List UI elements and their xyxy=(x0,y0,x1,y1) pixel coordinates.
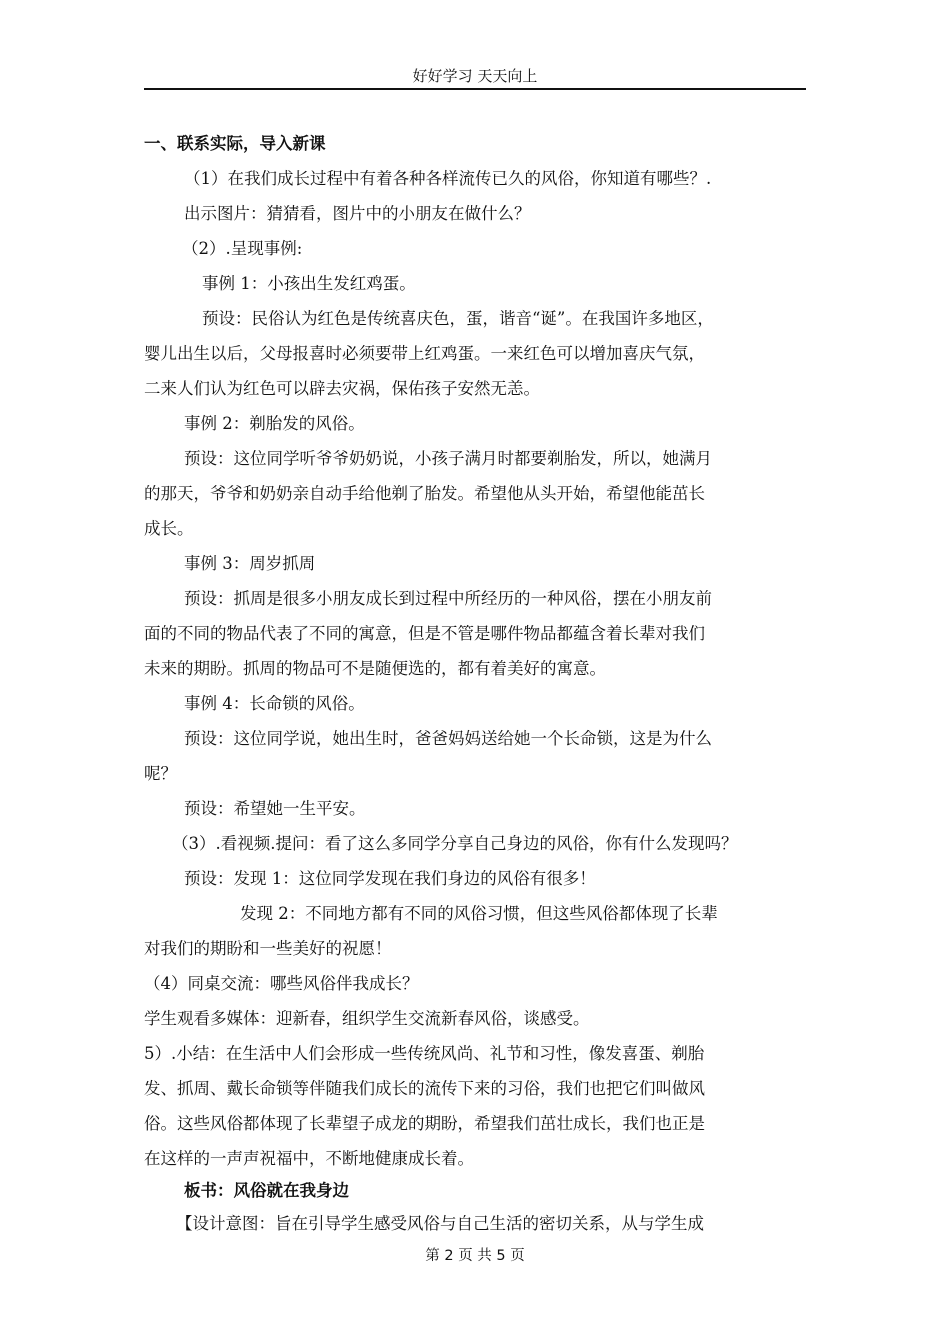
paragraph-line: 呢？ xyxy=(144,764,177,783)
paragraph-line: 发现 2：不同地方都有不同的风俗习惯，但这些风俗都体现了长辈 xyxy=(240,904,718,923)
paragraph-line: 学生观看多媒体：迎新春，组织学生交流新春风俗，谈感受。 xyxy=(144,1009,590,1028)
paragraph-line: 事例 3：周岁抓周 xyxy=(184,554,316,573)
paragraph-line: 事例 4：长命锁的风俗。 xyxy=(184,694,365,713)
paragraph-line: 出示图片：猜猜看，图片中的小朋友在做什么？ xyxy=(184,204,531,223)
paragraph-line: 【设计意图：旨在引导学生感受风俗与自己生活的密切关系，从与学生成 xyxy=(176,1214,704,1233)
blackboard-title: 板书：风俗就在我身边 xyxy=(184,1181,349,1200)
paragraph-line: 俗。这些风俗都体现了长辈望子成龙的期盼，希望我们茁壮成长，我们也正是 xyxy=(144,1114,705,1133)
section-heading: 一、联系实际，导入新课 xyxy=(144,134,326,153)
paragraph-line: 婴儿出生以后，父母报喜时必须要带上红鸡蛋。一来红色可以增加喜庆气氛， xyxy=(144,344,705,363)
paragraph-line: 对我们的期盼和一些美好的祝愿！ xyxy=(144,939,392,958)
paragraph-line: 面的不同的物品代表了不同的寓意，但是不管是哪件物品都蕴含着长辈对我们 xyxy=(144,624,705,643)
paragraph-line: （4）同桌交流：哪些风俗伴我成长？ xyxy=(144,974,419,993)
paragraph-line: 在这样的一声声祝福中，不断地健康成长着。 xyxy=(144,1149,474,1168)
paragraph-line: （3）.看视频.提问：看了这么多同学分享自己身边的风俗，你有什么发现吗？ xyxy=(172,834,738,853)
paragraph-line: 事例 1：小孩出生发红鸡蛋。 xyxy=(202,274,416,293)
paragraph-line: 预设：希望她一生平安。 xyxy=(184,799,366,818)
paragraph-line: 的那天，爷爷和奶奶亲自动手给他剃了胎发。希望他从头开始，希望他能茁长 xyxy=(144,484,705,503)
paragraph-line: 发、抓周、戴长命锁等伴随我们成长的流传下来的习俗，我们也把它们叫做风 xyxy=(144,1079,705,1098)
header-divider xyxy=(144,88,806,90)
paragraph-line: （1）在我们成长过程中有着各种各样流传已久的风俗，你知道有哪些？. xyxy=(184,169,712,188)
page-header: 好好学习 天天向上 xyxy=(412,67,538,85)
paragraph-line: 预设：这位同学听爷爷奶奶说，小孩子满月时都要剃胎发，所以，她满月 xyxy=(184,449,712,468)
paragraph-line: 预设：抓周是很多小朋友成长到过程中所经历的一种风俗，摆在小朋友前 xyxy=(184,589,712,608)
paragraph-line: 预设：民俗认为红色是传统喜庆色，蛋，谐音“诞”。在我国许多地区， xyxy=(202,309,714,328)
paragraph-line: 成长。 xyxy=(144,519,194,538)
paragraph-line: 预设：发现 1：这位同学发现在我们身边的风俗有很多！ xyxy=(184,869,596,888)
paragraph-line: 预设：这位同学说，她出生时，爸爸妈妈送给她一个长命锁，这是为什么 xyxy=(184,729,712,748)
paragraph-line: 事例 2：剃胎发的风俗。 xyxy=(184,414,365,433)
paragraph-line: 未来的期盼。抓周的物品可不是随便选的，都有着美好的寓意。 xyxy=(144,659,606,678)
paragraph-line: 5）.小结：在生活中人们会形成一些传统风尚、礼节和习性，像发喜蛋、剃胎 xyxy=(144,1044,705,1063)
paragraph-line: （2）.呈现事例: xyxy=(182,239,303,258)
paragraph-line: 二来人们认为红色可以辟去灾祸，保佑孩子安然无恙。 xyxy=(144,379,540,398)
document-body xyxy=(144,126,816,1241)
page-number: 第 2 页 共 5 页 xyxy=(425,1248,525,1264)
